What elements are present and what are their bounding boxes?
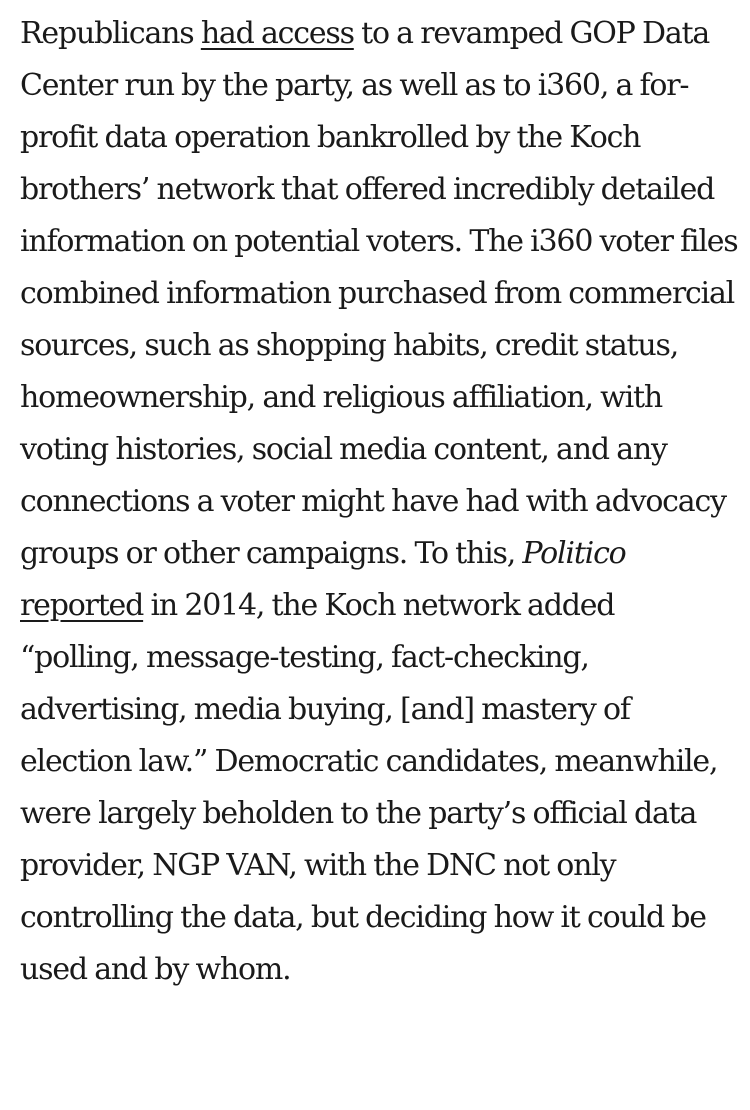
publication-name: Politico	[522, 536, 626, 571]
paragraph-text-middle: to a revamped GOP Data Center run by the party, as well as to i360, a for-profit data operation bankrolled by the Koch brothers’ network that offered incredibly detailed information on potential voters. The i360 voter files combined information purchased from commercial sources, such as shopping habits, credit status, homeownership, and religious affiliation, with voting histories, social media content, and any connections a voter might have had with advocacy groups or other campaigns. To this,	[20, 16, 738, 571]
reported-link[interactable]: reported	[20, 588, 144, 623]
had-access-link[interactable]: had access	[200, 16, 354, 51]
paragraph-text-start: Republicans	[20, 16, 201, 51]
article-paragraph	[20, 8, 738, 996]
paragraph-text-end: in 2014, the Koch network added “polling, message-testing, fact-checking, advertising, media buying, [and] mastery of election law.” Democratic candidates, meanwhile, were largely beholden to the party’s official data provider, NGP VAN, with the DNC not only controlling the data, but deciding how it could be used and by whom.	[20, 588, 718, 987]
